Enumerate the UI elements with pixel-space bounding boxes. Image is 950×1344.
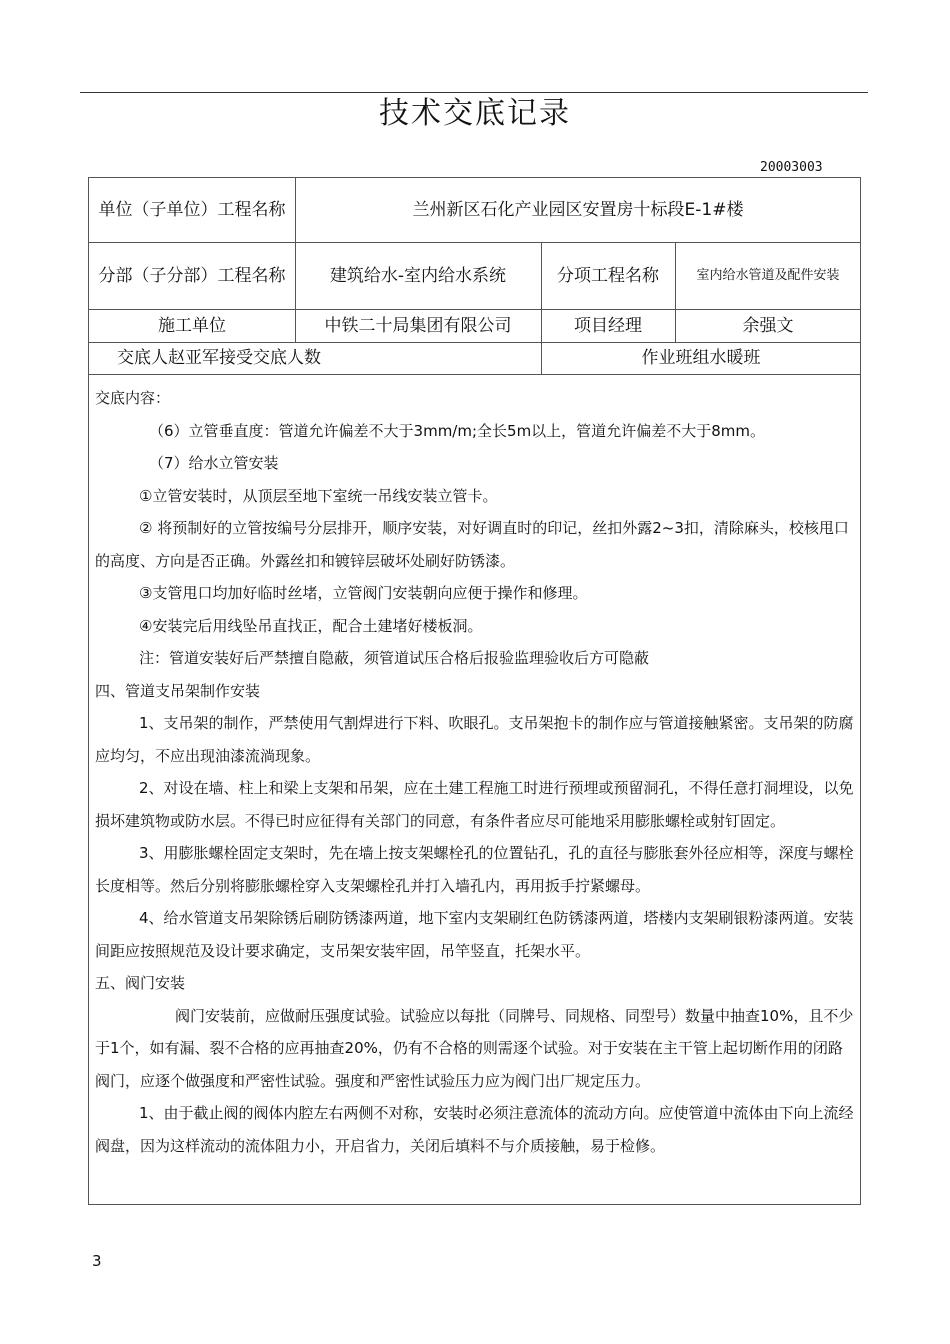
record-table [88, 177, 861, 1205]
content-paragraph: 注：管道安装好后严禁擅自隐蔽，须管道试压合格后报验监理验收后方可隐蔽 [139, 649, 650, 667]
pm-value: 余强文 [742, 315, 794, 336]
content-paragraph: ③支管甩口均加好临时丝堵，立管阀门安装朝向应便于操作和修理。 [139, 584, 588, 602]
handover-info: 交底人赵亚军接受交底人数 [117, 348, 321, 368]
content-paragraph: 1、由于截止阀的阀体内腔左右两侧不对称，安装时必须注意流体的流动方向。应使管道中流体由下向上流经阀盘，因为这样流动的流体阻力小，开启省力，关闭后填料不与介质接触，易于检修。 [95, 1104, 854, 1155]
handover-content [89, 382, 860, 1162]
content-heading: 交底内容： [95, 389, 171, 407]
pm-label: 项目经理 [574, 315, 642, 336]
team-info: 作业班组水暖班 [641, 348, 761, 368]
unit-value: 兰州新区石化产业园区安置房十标段E-1#楼 [412, 200, 744, 220]
page-title: 技术交底记录 [379, 96, 571, 131]
subitem-value: 室内给水管道及配件安装 [696, 267, 840, 283]
content-paragraph: （7）给水立管安装 [149, 454, 279, 472]
section-heading: 五、阀门安装 [95, 974, 186, 992]
section-heading: 四、管道支吊架制作安装 [95, 681, 261, 700]
contractor-value: 中铁二十局集团有限公司 [324, 315, 512, 336]
division-value: 建筑给水-室内给水系统 [329, 265, 507, 286]
content-paragraph: ② 将预制好的立管按编号分层排开，顺序安装，对好调直时的印记，丝扣外露2~3扣，清除麻头，校核甩口的高度、方向是否正确。外露丝扣和镀锌层破坏处刷好防锈漆。 [95, 519, 849, 570]
content-paragraph: 4、给水管道支吊架除锈后刷防锈漆两道，地下室内支架刷红色防锈漆两道，塔楼内支架刷银粉漆两道。安装间距应按照规范及设计要求确定，支吊架安装牢固，吊竿竖直，托架水平。 [95, 909, 854, 960]
row-divider [89, 374, 860, 375]
content-paragraph: 1、支吊架的制作，严禁使用气割焊进行下料、吹眼孔。支吊架抱卡的制作应与管道接触紧密。支吊架的防腐应均匀，不应出现油漆流淌现象。 [95, 714, 854, 765]
content-paragraph: 阀门安装前，应做耐压强度试验。试验应以每批（同牌号、同规格、同型号）数量中抽查10%，且不少于1个，如有漏、裂不合格的应再抽查20%，仍有不合格的则需逐个试验。对于安装在主干管上起切断作用的闭路阀门，应逐个做强度和严密性试验。强度和严密性试验压力应为阀门出厂规定压力。 [95, 1006, 854, 1090]
content-paragraph: （6）立管垂直度：管道允许偏差不大于3mm/m;全长5m以上，管道允许偏差不大于8mm。 [149, 421, 765, 440]
division-label: 分部（子分部）工程名称 [98, 265, 286, 286]
page-number: 3 [92, 1252, 102, 1270]
document-number: 20003003 [760, 160, 823, 175]
subitem-label: 分项工程名称 [557, 265, 659, 286]
contractor-label: 施工单位 [158, 315, 226, 336]
content-paragraph: ④安装完后用线坠吊直找正，配合土建堵好楼板洞。 [139, 616, 483, 635]
content-paragraph: 3、用膨胀螺栓固定支架时，先在墙上按支架螺栓孔的位置钻孔，孔的直径与膨胀套外径应相等，深度与螺栓长度相等。然后分别将膨胀螺栓穿入支架螺栓孔并打入墙孔内，再用扳手拧紧螺母。 [95, 844, 854, 895]
unit-label: 单位（子单位）工程名称 [98, 200, 286, 220]
content-paragraph: ①立管安装时，从顶层至地下室统一吊线安装立管卡。 [139, 486, 498, 505]
content-paragraph: 2、对设在墙、柱上和梁上支架和吊架，应在土建工程施工时进行预埋或预留洞孔，不得任意打洞埋设，以免损坏建筑物或防水层。不得已时应征得有关部门的同意，有条件者应尽可能地采用膨胀螺栓或射钉固定。 [95, 779, 854, 830]
